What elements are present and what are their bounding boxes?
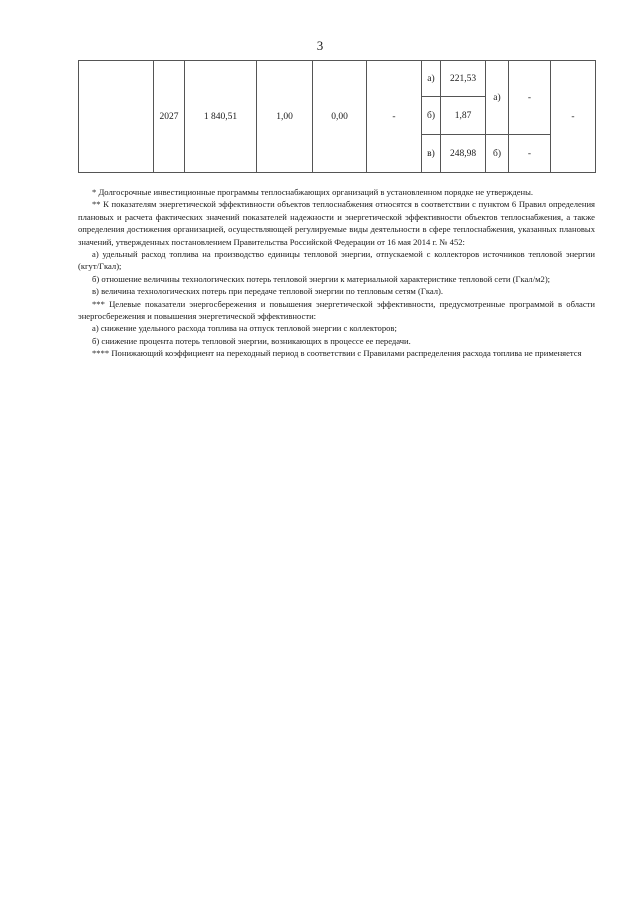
footnote-paragraph: в) величина технологических потерь при передаче тепловой энергии по тепловым сетям (Гкал). [92, 286, 444, 297]
footnote-paragraph: * Долгосрочные инвестиционные программы теплоснабжающих организаций в установленном порядке не утверждены. [92, 187, 534, 197]
page-number: 3 [316, 38, 324, 53]
footnote-paragraph: **** Понижающий коэффициент на переходный период в соответствии с Правилами распределения расхода топлива не применяется [92, 348, 582, 359]
sub-label-cell: а) [422, 61, 441, 97]
indicators-table [78, 60, 596, 173]
footnote-paragraph: б) отношение величины технологических потерь тепловой энергии к материальной характеристике тепловой сети (Гкал/м2); [92, 273, 551, 284]
pair-label-cell: а) [486, 61, 509, 135]
pair-value-cell: - [509, 61, 551, 135]
pair-value-cell: - [509, 135, 551, 173]
footnote-paragraph: а) удельный расход топлива на производство единицы тепловой энергии, отпускаемой с коллекторов источников тепловой энергии (кгут/Гкал); [78, 249, 595, 272]
sub-value-cell: 221,53 [441, 61, 486, 97]
footnotes [78, 186, 595, 360]
sub-label-cell: в) [422, 135, 441, 173]
sub-value-cell: 248,98 [441, 135, 486, 173]
value-cell: - [367, 61, 422, 173]
table-row [79, 61, 596, 97]
value-cell: - [551, 61, 596, 173]
footnote-paragraph: а) снижение удельного расхода топлива на отпуск тепловой энергии с коллекторов; [92, 323, 397, 334]
value-cell: 0,00 [313, 61, 367, 173]
sub-value-cell: 1,87 [441, 97, 486, 135]
footnote-paragraph: ** К показателям энергетической эффективности объектов теплоснабжения относятся в соответствии с пунктом 6 Правил определения плановых и расчета фактических значений показателей надежности и энергетической эффективности объектов теплоснабжения, а также определения достижения организацией, осуществляющей регулируемые виды деятельности в сфере теплоснабжения, указанных плановых значений, утвержденных постановлением Правительства Российской Федерации от 16 мая 2014 г. № 452: [78, 199, 595, 247]
sub-label-cell: б) [422, 97, 441, 135]
year-cell: 2027 [154, 61, 185, 173]
pair-label-cell: б) [486, 135, 509, 173]
value-cell: 1 840,51 [185, 61, 257, 173]
value-cell: 1,00 [257, 61, 313, 173]
footnote-paragraph: *** Целевые показатели энергосбережения и повышения энергетической эффективности, предусмотренные программой в области энергосбережения и повышения энергетической эффективности: [78, 298, 595, 322]
footnote-paragraph: б) снижение процента потерь тепловой энергии, возникающих в процессе ее передачи. [92, 335, 411, 346]
empty-cell [79, 61, 154, 173]
